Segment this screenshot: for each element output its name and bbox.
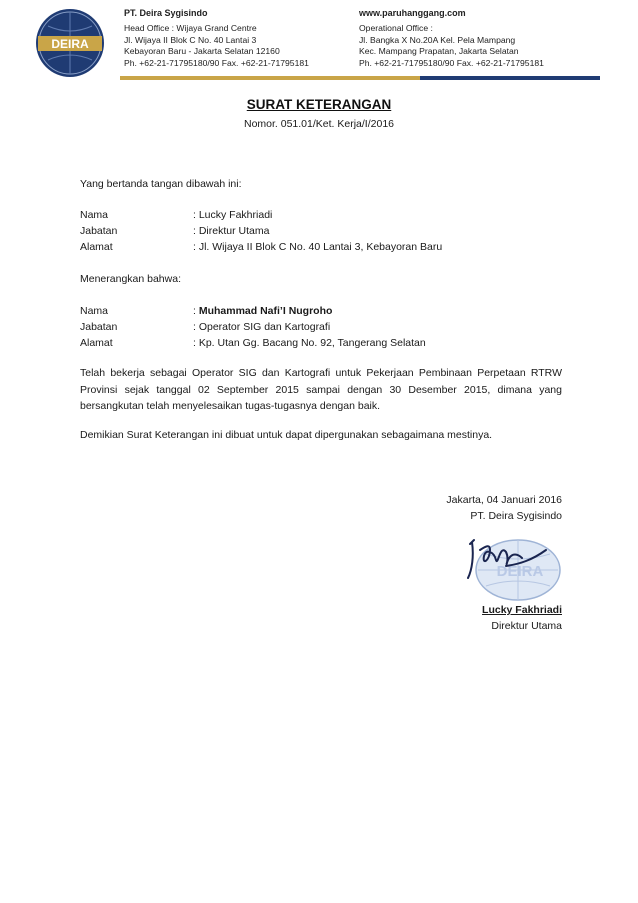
field-value: : Kp. Utan Gg. Bacang No. 92, Tangerang Selatan: [193, 337, 426, 349]
signer-field-position: [80, 224, 269, 238]
stamp-text: DEIRA: [496, 563, 544, 580]
signature-company: PT. Deira Sygisindo: [470, 510, 562, 522]
head-office-line: Head Office : Wijaya Grand Centre: [124, 23, 257, 34]
head-office-block: [124, 8, 344, 69]
document-number: Nomor. 051.01/Ket. Kerja/I/2016: [243, 118, 394, 130]
operational-office-line: Operational Office :: [359, 23, 433, 34]
head-office-line: Jl. Wijaya II Blok C No. 40 Lantai 3: [124, 34, 257, 45]
head-office-line: Kebayoran Baru - Jakarta Selatan 12160: [124, 46, 280, 57]
field-label: Nama: [80, 305, 109, 317]
subject-field-position: [80, 320, 330, 334]
place-date: Jakarta, 04 Januari 2016: [446, 494, 562, 506]
field-label: Nama: [80, 209, 109, 221]
subject-field-name: [80, 304, 332, 318]
document-title: SURAT KETERANGAN: [246, 97, 392, 112]
field-label: Alamat: [80, 337, 113, 349]
field-label: Alamat: [80, 241, 113, 253]
signer-name: Lucky Fakhriadi: [482, 604, 562, 616]
operational-office-line: Jl. Bangka X No.20A Kel. Pela Mampang: [359, 34, 516, 45]
field-value: : Direktur Utama: [193, 225, 270, 237]
head-office-line: Ph. +62-21-71795180/90 Fax. +62-21-71795181: [124, 57, 309, 68]
closing-paragraph: Demikian Surat Keterangan ini dibuat untuk dapat dipergunakan sebagaimana mestinya.: [80, 429, 493, 441]
company-logo: [30, 6, 110, 80]
signer-field-name: [80, 208, 272, 222]
letterhead: [0, 0, 638, 90]
field-separator: :: [193, 305, 199, 317]
website: www.paruhanggang.com: [359, 8, 466, 18]
logo-text: DEIRA: [51, 37, 89, 51]
field-label: Jabatan: [80, 225, 118, 237]
field-value: Muhammad Nafi’I Nugroho: [198, 305, 333, 317]
field-value: : Lucky Fakhriadi: [193, 209, 273, 221]
letterhead-divider: [120, 76, 600, 80]
signer-position: Direktur Utama: [491, 620, 562, 632]
field-value: : Operator SIG dan Kartografi: [193, 321, 331, 333]
declaration-text: Menerangkan bahwa:: [80, 273, 181, 285]
operational-office-line: Kec. Mampang Prapatan, Jakarta Selatan: [359, 46, 519, 57]
field-value: : Jl. Wijaya II Blok C No. 40 Lantai 3, Kebayoran Baru: [193, 241, 443, 253]
operational-office-line: Ph. +62-21-71795180/90 Fax. +62-21-71795181: [359, 57, 544, 68]
subject-field-address: [80, 336, 426, 350]
company-name: PT. Deira Sygisindo: [124, 8, 208, 18]
signer-field-address: [80, 240, 442, 254]
operational-office-block: [359, 8, 609, 69]
company-stamp: [460, 530, 562, 602]
intro-text: Yang bertanda tangan dibawah ini:: [80, 178, 242, 190]
body-paragraph: Telah bekerja sebagai Operator SIG dan Kartografi untuk Pekerjaan Pembinaan Perpetaan RTRW Provinsi sejak tanggal 02 September 2015 sampai dengan 30 Desember 2015, dimana yang bersangkutan telah menyelesaikan tugas-tugasnya dengan baik.: [80, 367, 562, 412]
field-label: Jabatan: [80, 321, 118, 333]
